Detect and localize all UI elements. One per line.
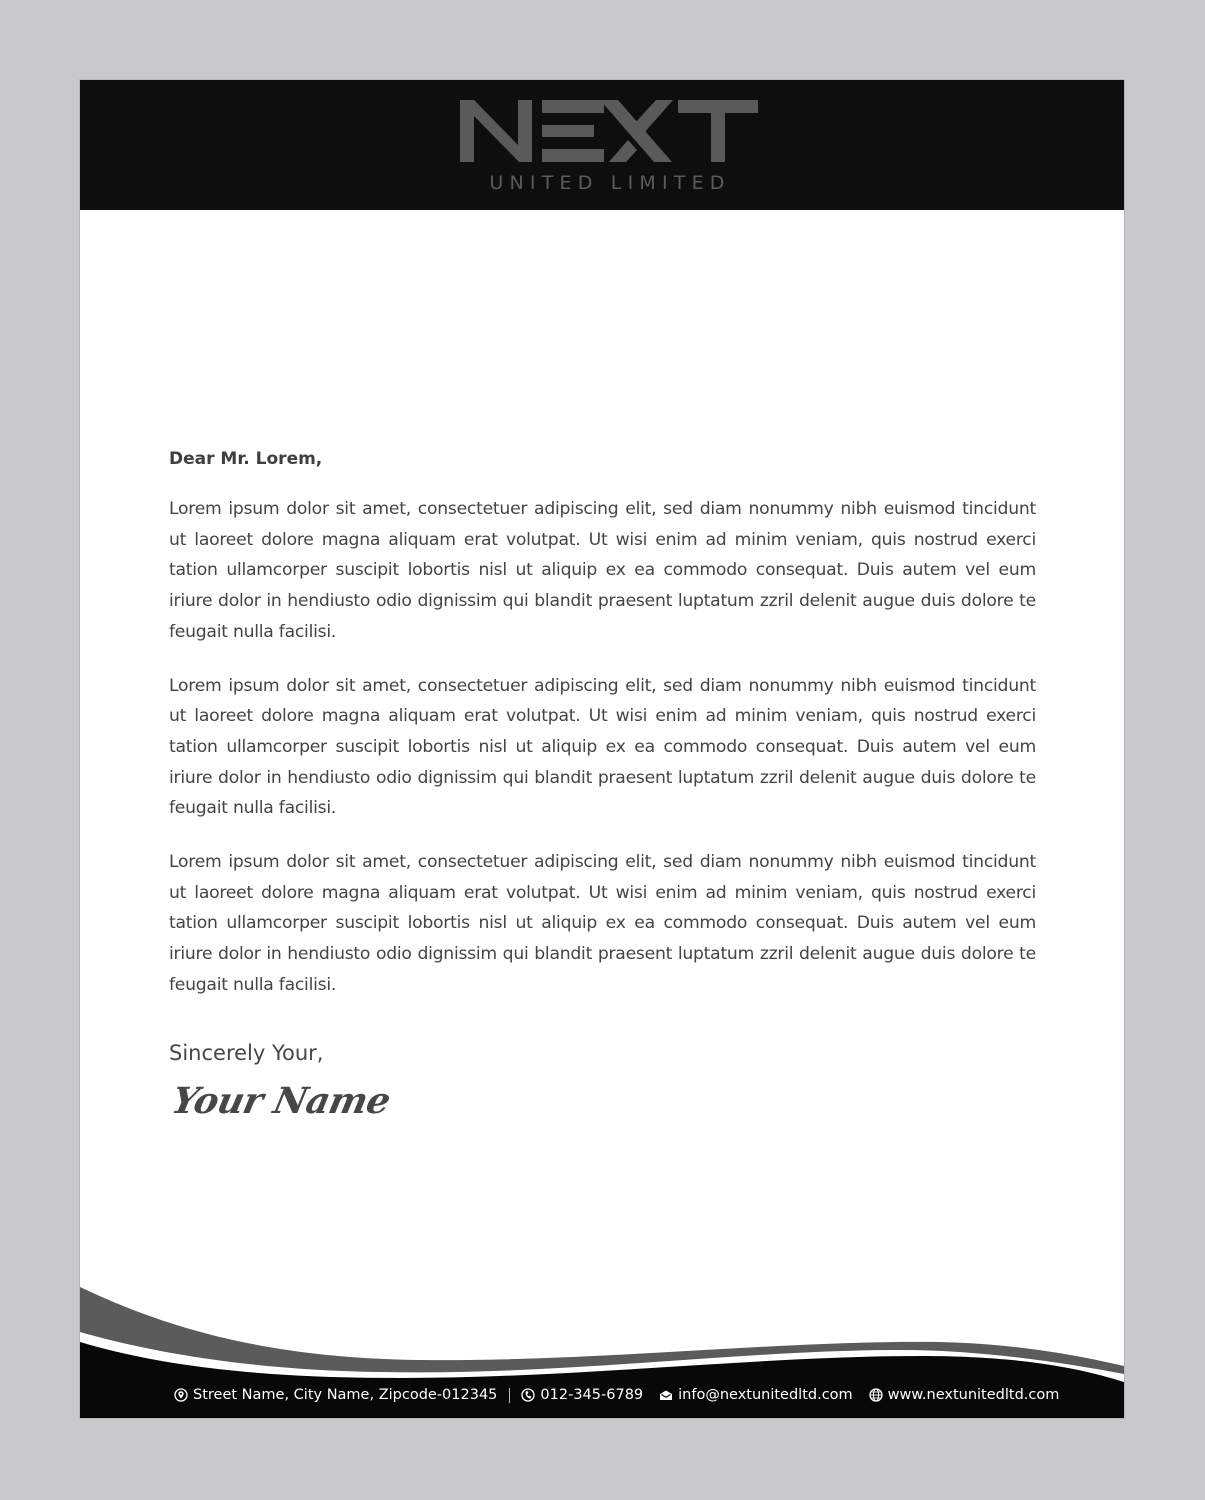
footer-website-text: www.nextunitedltd.com [887, 1387, 1060, 1403]
logo-subtitle: UNITED LIMITED [489, 172, 731, 194]
letter-paragraph: Lorem ipsum dolor sit amet, consectetuer adipiscing elit, sed diam nonummy nibh euismod tincidunt ut laoreet dolore magna aliquam erat volutpat. Ut wisi enim ad minim veniam, quis nostrud exerci tation ullamcorper suscipit lobortis nisl ut aliquip ex ea commodo consequat. Duis autem vel eum iriure dolor in hendiusto odio dignissim qui blandit praesent luptatum zzril delenit augue duis dolore te feugait nulla facilisi. [169, 675, 1036, 819]
phone-icon [521, 1388, 535, 1402]
letter-paragraph: Lorem ipsum dolor sit amet, consectetuer adipiscing elit, sed diam nonummy nibh euismod tincidunt ut laoreet dolore magna aliquam erat volutpat. Ut wisi enim ad minim veniam, quis nostrud exerci tation ullamcorper suscipit lobortis nisl ut aliquip ex ea commodo consequat. Duis autem vel eum iriure dolor in hendiusto odio dignissim qui blandit praesent luptatum zzril delenit augue duis dolore te feugait nulla facilisi. [169, 852, 1036, 995]
footer-email [659, 1387, 853, 1403]
letter-body [169, 444, 1036, 1024]
logo-wordmark-next [460, 95, 760, 165]
footer-phone [521, 1387, 643, 1403]
company-logo [460, 95, 760, 200]
letter-closing: Sincerely Your, [169, 1041, 324, 1065]
letter-paragraph: Lorem ipsum dolor sit amet, consectetuer adipiscing elit, sed diam nonummy nibh euismod tincidunt ut laoreet dolore magna aliquam erat volutpat. Ut wisi enim ad minim veniam, quis nostrud exerci tation ullamcorper suscipit lobortis nisl ut aliquip ex ea commodo consequat. Duis autem vel eum iriure dolor in hendiusto odio dignissim qui blandit praesent luptatum zzril delenit augue duis dolore te feugait nulla facilisi. [169, 499, 1036, 642]
globe-icon [869, 1388, 883, 1402]
footer-website [869, 1387, 1060, 1403]
footer-address-text: Street Name, City Name, Zipcode-012345 [193, 1387, 498, 1403]
signature: Your Name [168, 1080, 394, 1122]
footer-address [174, 1387, 497, 1403]
footer-email-text: info@nextunitedltd.com [678, 1387, 853, 1403]
location-pin-icon [174, 1388, 188, 1402]
letterhead-page [80, 80, 1124, 1418]
letter-greeting: Dear Mr. Lorem, [169, 449, 323, 469]
footer-divider [509, 1388, 510, 1403]
footer-contact-bar [174, 1383, 1074, 1407]
letterhead-header [80, 80, 1124, 210]
envelope-icon [659, 1389, 673, 1401]
footer-phone-text: 012-345-6789 [540, 1387, 644, 1403]
